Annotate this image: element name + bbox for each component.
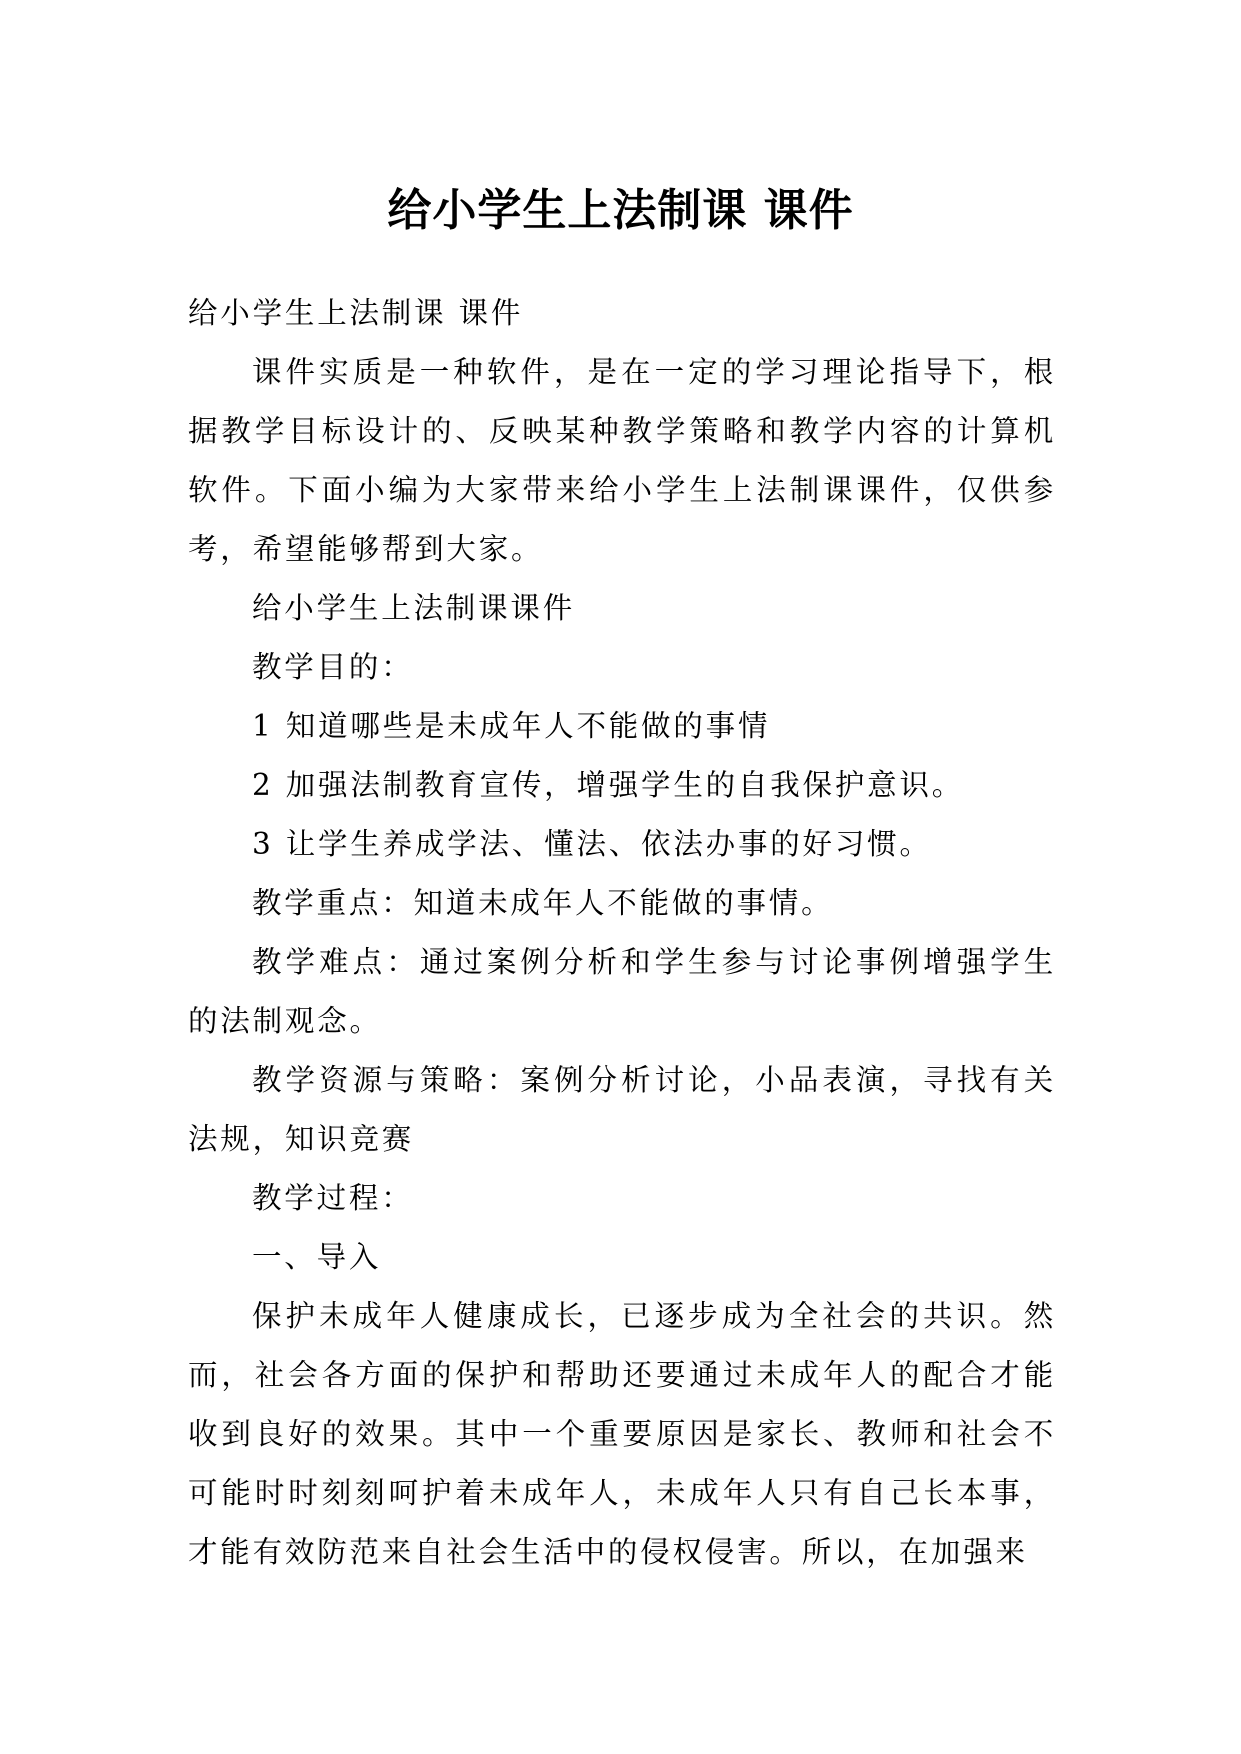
teaching-goal-heading: 教学目的： (252, 650, 414, 684)
document-body (188, 284, 1056, 1582)
document-title: 给小学生上法制课 课件 (387, 185, 854, 237)
introduction-paragraph: 保护未成年人健康成长，已逐步成为全社会的共识。然而，社会各方面的保护和帮助还要通过未成年人的配合才能收到良好的效果。其中一个重要原因是家长、教师和社会不可能时时刻刻呵护着未成年人，未成年人只有自己长本事，才能有效防范来自社会生活中的侵权侵害。所以，在加强来 (188, 1299, 1056, 1569)
goal-item-3: 3 让学生养成学法、懂法、依法办事的好习惯。 (252, 827, 932, 861)
intro-paragraph: 课件实质是一种软件，是在一定的学习理论指导下，根据教学目标设计的、反映某种教学策略和教学内容的计算机软件。下面小编为大家带来给小学生上法制课课件，仅供参考，希望能够帮到大家。 (188, 355, 1056, 566)
introduction-heading: 一、导入 (252, 1240, 382, 1274)
heading-line: 给小学生上法制课 课件 (188, 296, 524, 330)
goal-item-2: 2 加强法制教育宣传，增强学生的自我保护意识。 (252, 768, 965, 802)
goal-item-1: 1 知道哪些是未成年人不能做的事情 (252, 709, 771, 743)
teaching-difficulty: 教学难点：通过案例分析和学生参与讨论事例增强学生的法制观念。 (188, 945, 1056, 1038)
teaching-resources: 教学资源与策略：案例分析讨论，小品表演，寻找有关法规，知识竞赛 (188, 1063, 1056, 1156)
teaching-process-heading: 教学过程： (252, 1181, 414, 1215)
teaching-focus: 教学重点：知道未成年人不能做的事情。 (252, 886, 834, 920)
section-title: 给小学生上法制课课件 (252, 591, 576, 625)
